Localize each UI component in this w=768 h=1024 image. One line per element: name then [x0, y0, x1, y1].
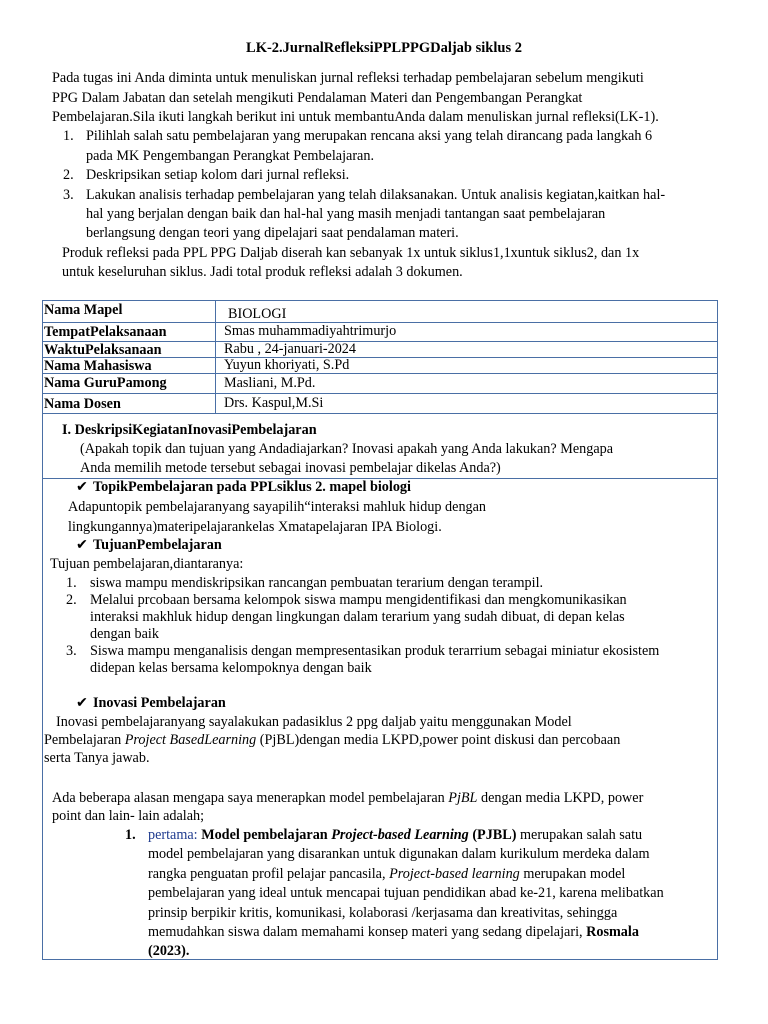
- tujuan-1-number: 1.: [66, 575, 77, 591]
- info-label-guru-pamong: Nama GuruPamong: [44, 375, 167, 391]
- poin-1-citation-year: (2023).: [148, 943, 190, 959]
- poin-1-bold-1: Model pembelajaran: [197, 827, 332, 843]
- step-1-number: 1.: [63, 128, 74, 144]
- checkmark-icon: ✔: [76, 537, 88, 553]
- info-label-waktu: WaktuPelaksanaan: [44, 342, 162, 358]
- topik-line-1: Adapuntopik pembelajaranyang sayapilih“interaksi mahluk hidup dengan: [68, 499, 487, 515]
- produk-line-1: Produk refleksi pada PPL PPG Daljab diserah kan sebanyak 1x untuk siklus1,1xuntuk siklus2, dan 1x: [62, 245, 640, 261]
- poin-1-line-6: [148, 923, 639, 941]
- tujuan-3-line-1: Siswa mampu menganalisis dengan mempresentasikan produk terarrium sebagai miniatur ekosistem: [90, 643, 660, 659]
- step-1-line-2: pada MK Pengembangan Perangkat Pembelajaran.: [86, 148, 374, 164]
- tujuan-1-line-1: siswa mampu mendiskripsikan rancangan pembuatan terarium dengan terampil.: [90, 575, 544, 591]
- info-value-guru-pamong: Masliani, M.Pd.: [224, 375, 316, 391]
- tujuan-2-line-3: dengan baik: [90, 626, 159, 642]
- tujuan-2-line-2: interaksi makhluk hidup dengan lingkungan dalam terarium yang sudah dibuat, di depan kelas: [90, 609, 625, 625]
- tujuan-3-line-2: didepan kelas bersama kelompoknya dengan baik: [90, 660, 372, 676]
- poin-1-number: 1.: [125, 827, 136, 843]
- poin-1-rest: merupakan salah satu: [516, 827, 643, 843]
- poin-1-pertama: pertama:: [148, 827, 198, 843]
- info-value-mahasiswa: Yuyun khoriyati, S.Pd: [224, 357, 350, 373]
- section-1-question-line-2: Anda memilih metode tersebut sebagai inovasi pembelajar dikelas Anda?): [80, 460, 501, 476]
- intro-line-3: Pembelajaran.Sila ikuti langkah berikut ini untuk membantuAnda dalam menuliskan jurnal refleksi(LK-1).: [52, 109, 659, 125]
- table-divider: [42, 413, 718, 414]
- info-label-mahasiswa: Nama Mahasiswa: [44, 358, 152, 374]
- poin-1-line-1: [148, 826, 642, 844]
- info-label-mapel: Nama Mapel: [44, 302, 123, 318]
- topik-heading-text: TopikPembelajaran pada PPLsiklus 2. mapel biologi: [93, 479, 411, 495]
- alasan-line-2: point dan lain- lain adalah;: [52, 808, 205, 824]
- poin-1-line-4: pembelajaran yang ideal untuk mencapai tujuan pendidikan abad ke-21, karena melibatkan: [148, 885, 664, 901]
- poin-1-line-5: prinsip berpikir kritis, komunikasi, kolaborasi /kerjasama dan kreativitas, sehingga: [148, 905, 618, 921]
- inovasi-heading-text: Inovasi Pembelajaran: [93, 695, 226, 711]
- tujuan-2-number: 2.: [66, 592, 77, 608]
- poin-1-line-2: model pembelajaran yang disarankan untuk digunakan dalam kurikulum merdeka dalam: [148, 846, 650, 862]
- checkmark-icon: ✔: [76, 695, 88, 711]
- info-value-tempat: Smas muhammadiyahtrimurjo: [224, 323, 397, 339]
- alasan-line-1-b: PjBL: [448, 790, 478, 806]
- alasan-line-1-a: Ada beberapa alasan mengapa saya menerapkan model pembelajaran: [52, 790, 449, 806]
- info-value-waktu: Rabu , 24-januari-2024: [224, 341, 356, 357]
- produk-line-2: untuk keseluruhan siklus. Jadi total produk refleksi adalah 3 dokumen.: [62, 264, 463, 280]
- table-divider: [42, 393, 718, 394]
- tujuan-heading: [76, 536, 222, 554]
- step-3-line-2: hal yang berjalan dengan baik dan hal-hal yang masih menjadi tantangan saat pembelajaran: [86, 206, 606, 222]
- inovasi-line-2: [44, 731, 620, 749]
- inovasi-line-3: serta Tanya jawab.: [44, 750, 150, 766]
- inovasi-line-2-b: Project BasedLearning: [124, 732, 257, 748]
- poin-1-line-3-b: Project-based learning: [389, 866, 520, 882]
- topik-heading: [76, 478, 411, 496]
- alasan-line-1-c: dengan media LKPD, power: [477, 790, 644, 806]
- info-label-dosen: Nama Dosen: [44, 396, 121, 412]
- step-2-number: 2.: [63, 167, 74, 183]
- poin-1-citation-author: Rosmala: [586, 924, 639, 940]
- intro-line-2: PPG Dalam Jabatan dan setelah mengikuti Pendalaman Materi dan Pengembangan Perangkat: [52, 90, 583, 106]
- section-1-heading: I. DeskripsiKegiatanInovasiPembelajaran: [62, 422, 317, 438]
- poin-1-line-3-c: merupakan model: [519, 866, 626, 882]
- poin-1-line-3: [148, 865, 625, 883]
- intro-line-1: Pada tugas ini Anda diminta untuk menuliskan jurnal refleksi terhadap pembelajaran sebelum mengikuti: [52, 70, 644, 86]
- info-value-dosen: Drs. Kaspul,M.Si: [224, 395, 324, 411]
- info-label-tempat: TempatPelaksanaan: [44, 324, 167, 340]
- poin-1-bold-3: (PJBL): [468, 827, 517, 843]
- tujuan-3-number: 3.: [66, 643, 77, 659]
- info-value-mapel: BIOLOGI: [228, 306, 287, 322]
- tujuan-heading-text: TujuanPembelajaran: [93, 537, 222, 553]
- poin-1-bold-italic: Project-based Learning: [331, 827, 469, 843]
- tujuan-lead: Tujuan pembelajaran,diantaranya:: [50, 556, 244, 572]
- step-1-line-1: Pilihlah salah satu pembelajaran yang merupakan rencana aksi yang telah dirancang pada langkah 6: [86, 128, 653, 144]
- step-3-number: 3.: [63, 187, 74, 203]
- tujuan-2-line-1: Melalui prcobaan bersama kelompok siswa mampu mengidentifikasi dan mengkomunikasikan: [90, 592, 627, 608]
- inovasi-line-2-c: (PjBL)dengan media LKPD,power point diskusi dan percobaan: [256, 732, 621, 748]
- poin-1-line-3-a: rangka penguatan profil pelajar pancasila,: [148, 866, 390, 882]
- checkmark-icon: ✔: [76, 479, 88, 495]
- table-column-divider: [215, 300, 216, 413]
- inovasi-heading: [76, 694, 226, 712]
- inovasi-line-2-a: Pembelajaran: [44, 732, 125, 748]
- step-3-line-3: berlangsung dengan teori yang dipelajari saat pendalaman materi.: [86, 225, 459, 241]
- inovasi-line-1: Inovasi pembelajaranyang sayalakukan padasiklus 2 ppg daljab yaitu menggunakan Model: [56, 714, 572, 730]
- step-3-line-1: Lakukan analisis terhadap pembelajaran yang telah dilaksanakan. Untuk analisis kegiatan,kaitkan hal-: [86, 187, 666, 203]
- poin-1-line-6-a: memudahkan siswa dalam memahami konsep materi yang sedang dipelajari,: [148, 924, 587, 940]
- section-1-question-line-1: (Apakah topik dan tujuan yang Andadiajarkan? Inovasi apakah yang Anda lakukan? Mengapa: [80, 441, 614, 457]
- document-title: LK-2.JurnalRefleksiPPLPPGDaljab siklus 2: [246, 40, 522, 56]
- alasan-line-1: [52, 789, 643, 807]
- topik-line-2: lingkungannya)materipelajarankelas Xmatapelajaran IPA Biologi.: [68, 519, 442, 535]
- step-2-line-1: Deskripsikan setiap kolom dari jurnal refleksi.: [86, 167, 350, 183]
